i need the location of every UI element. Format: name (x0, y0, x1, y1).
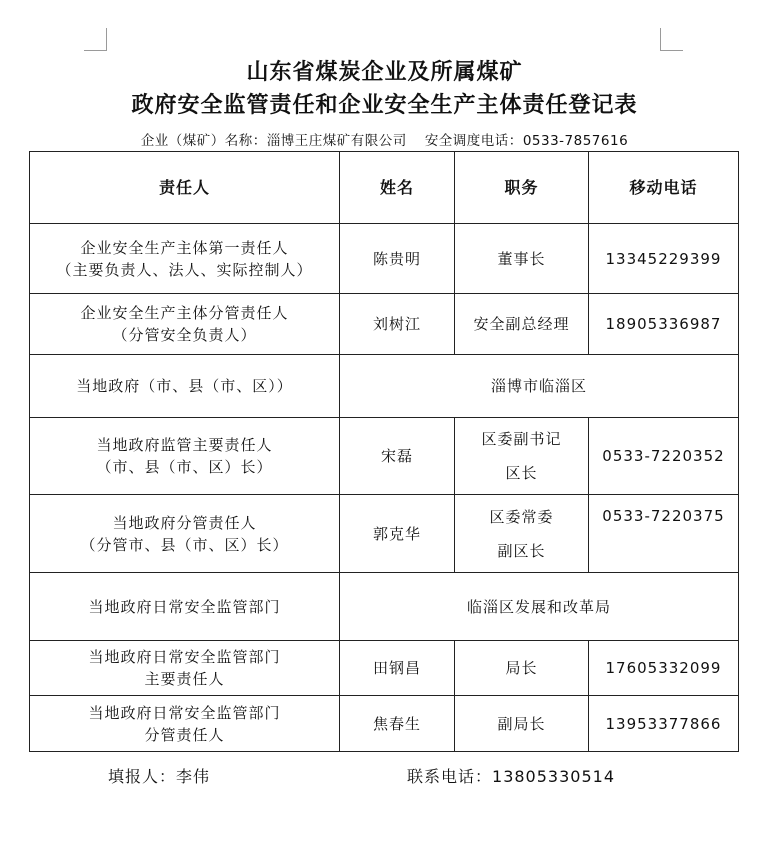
role-title: 企业安全生产主体第一责任人 (80, 238, 289, 257)
name-cell: 宋磊 (340, 418, 455, 495)
merged-value-cell: 淄博市临淄区 (340, 355, 739, 418)
company-label: 企业（煤矿）名称： (140, 133, 267, 149)
reporter-name: 李伟 (176, 767, 211, 786)
duty-title-2: 副区长 (497, 541, 546, 560)
duty-cell (455, 495, 589, 573)
role-cell (30, 495, 340, 573)
role-cell: 当地政府日常安全监管部门 (30, 573, 340, 641)
role-note: （分管安全负责人） (112, 326, 257, 344)
role-title: 当地政府监管主要责任人 (96, 436, 273, 454)
header-name: 姓名 (340, 152, 455, 224)
role-cell (30, 294, 340, 355)
duty-cell: 局长 (455, 641, 589, 696)
name-cell: 郭克华 (340, 495, 455, 573)
crop-mark-top-left (84, 28, 107, 51)
header-role: 责任人 (30, 152, 340, 224)
table-row (30, 294, 739, 355)
table-row (30, 224, 739, 294)
role-title: 当地政府日常安全监管部门 (88, 648, 281, 666)
table-header-row (30, 152, 739, 224)
phone-cell: 17605332099 (589, 641, 739, 696)
page-title: 山东省煤炭企业及所属煤矿 (246, 59, 523, 85)
duty-cell: 董事长 (455, 224, 589, 294)
role-title: 企业安全生产主体分管责任人 (80, 304, 289, 322)
phone-cell: 13953377866 (589, 696, 739, 752)
duty-cell: 安全副总经理 (455, 294, 589, 355)
reporter-line (108, 764, 210, 787)
phone-cell: 0533-7220352 (589, 418, 739, 495)
duty-title: 区委副书记 (481, 430, 562, 448)
duty-cell (455, 418, 589, 495)
company-name: 淄博王庄煤矿有限公司 (266, 133, 407, 149)
role-cell (30, 641, 340, 696)
contact-phone: 13805330514 (492, 767, 615, 786)
name-cell: 刘树江 (340, 294, 455, 355)
table-row (30, 696, 739, 752)
contact-label: 联系电话： (407, 767, 493, 786)
role-note: 分管责任人 (144, 725, 225, 744)
phone-cell: 13345229399 (589, 224, 739, 294)
header-duty: 职务 (455, 152, 589, 224)
role-cell (30, 418, 340, 495)
duty-title-2: 区长 (505, 464, 538, 482)
page-subtitle: 政府安全监管责任和企业安全生产主体责任登记表 (131, 92, 638, 118)
role-note: 主要责任人 (144, 670, 225, 688)
table-row (30, 355, 739, 418)
role-note: （分管市、县（市、区）长） (80, 535, 289, 554)
table-row (30, 418, 739, 495)
table-row (30, 641, 739, 696)
role-title: 当地政府日常安全监管部门 (88, 703, 281, 722)
phone-cell: 0533-7220375 (589, 495, 739, 573)
dispatch-label: 安全调度电话： (424, 133, 523, 149)
company-info-line (0, 129, 769, 149)
contact-line (407, 764, 615, 787)
role-title: 当地政府分管责任人 (112, 513, 257, 532)
header-mobile: 移动电话 (589, 152, 739, 224)
registration-table (29, 151, 739, 752)
phone-cell: 18905336987 (589, 294, 739, 355)
reporter-label: 填报人： (108, 767, 177, 786)
role-note: （市、县（市、区）长） (96, 458, 273, 476)
table-row (30, 495, 739, 573)
duty-cell: 副局长 (455, 696, 589, 752)
role-cell: 当地政府（市、县（市、区）） (30, 355, 340, 418)
name-cell: 陈贵明 (340, 224, 455, 294)
name-cell: 焦春生 (340, 696, 455, 752)
table-row (30, 573, 739, 641)
name-cell: 田钢昌 (340, 641, 455, 696)
crop-mark-top-right (660, 28, 683, 51)
role-note: （主要负责人、法人、实际控制人） (56, 260, 313, 279)
role-cell (30, 224, 340, 294)
duty-title: 区委常委 (489, 507, 554, 526)
role-cell (30, 696, 340, 752)
merged-value-cell: 临淄区发展和改革局 (340, 573, 739, 641)
dispatch-phone: 0533-7857616 (522, 133, 629, 149)
